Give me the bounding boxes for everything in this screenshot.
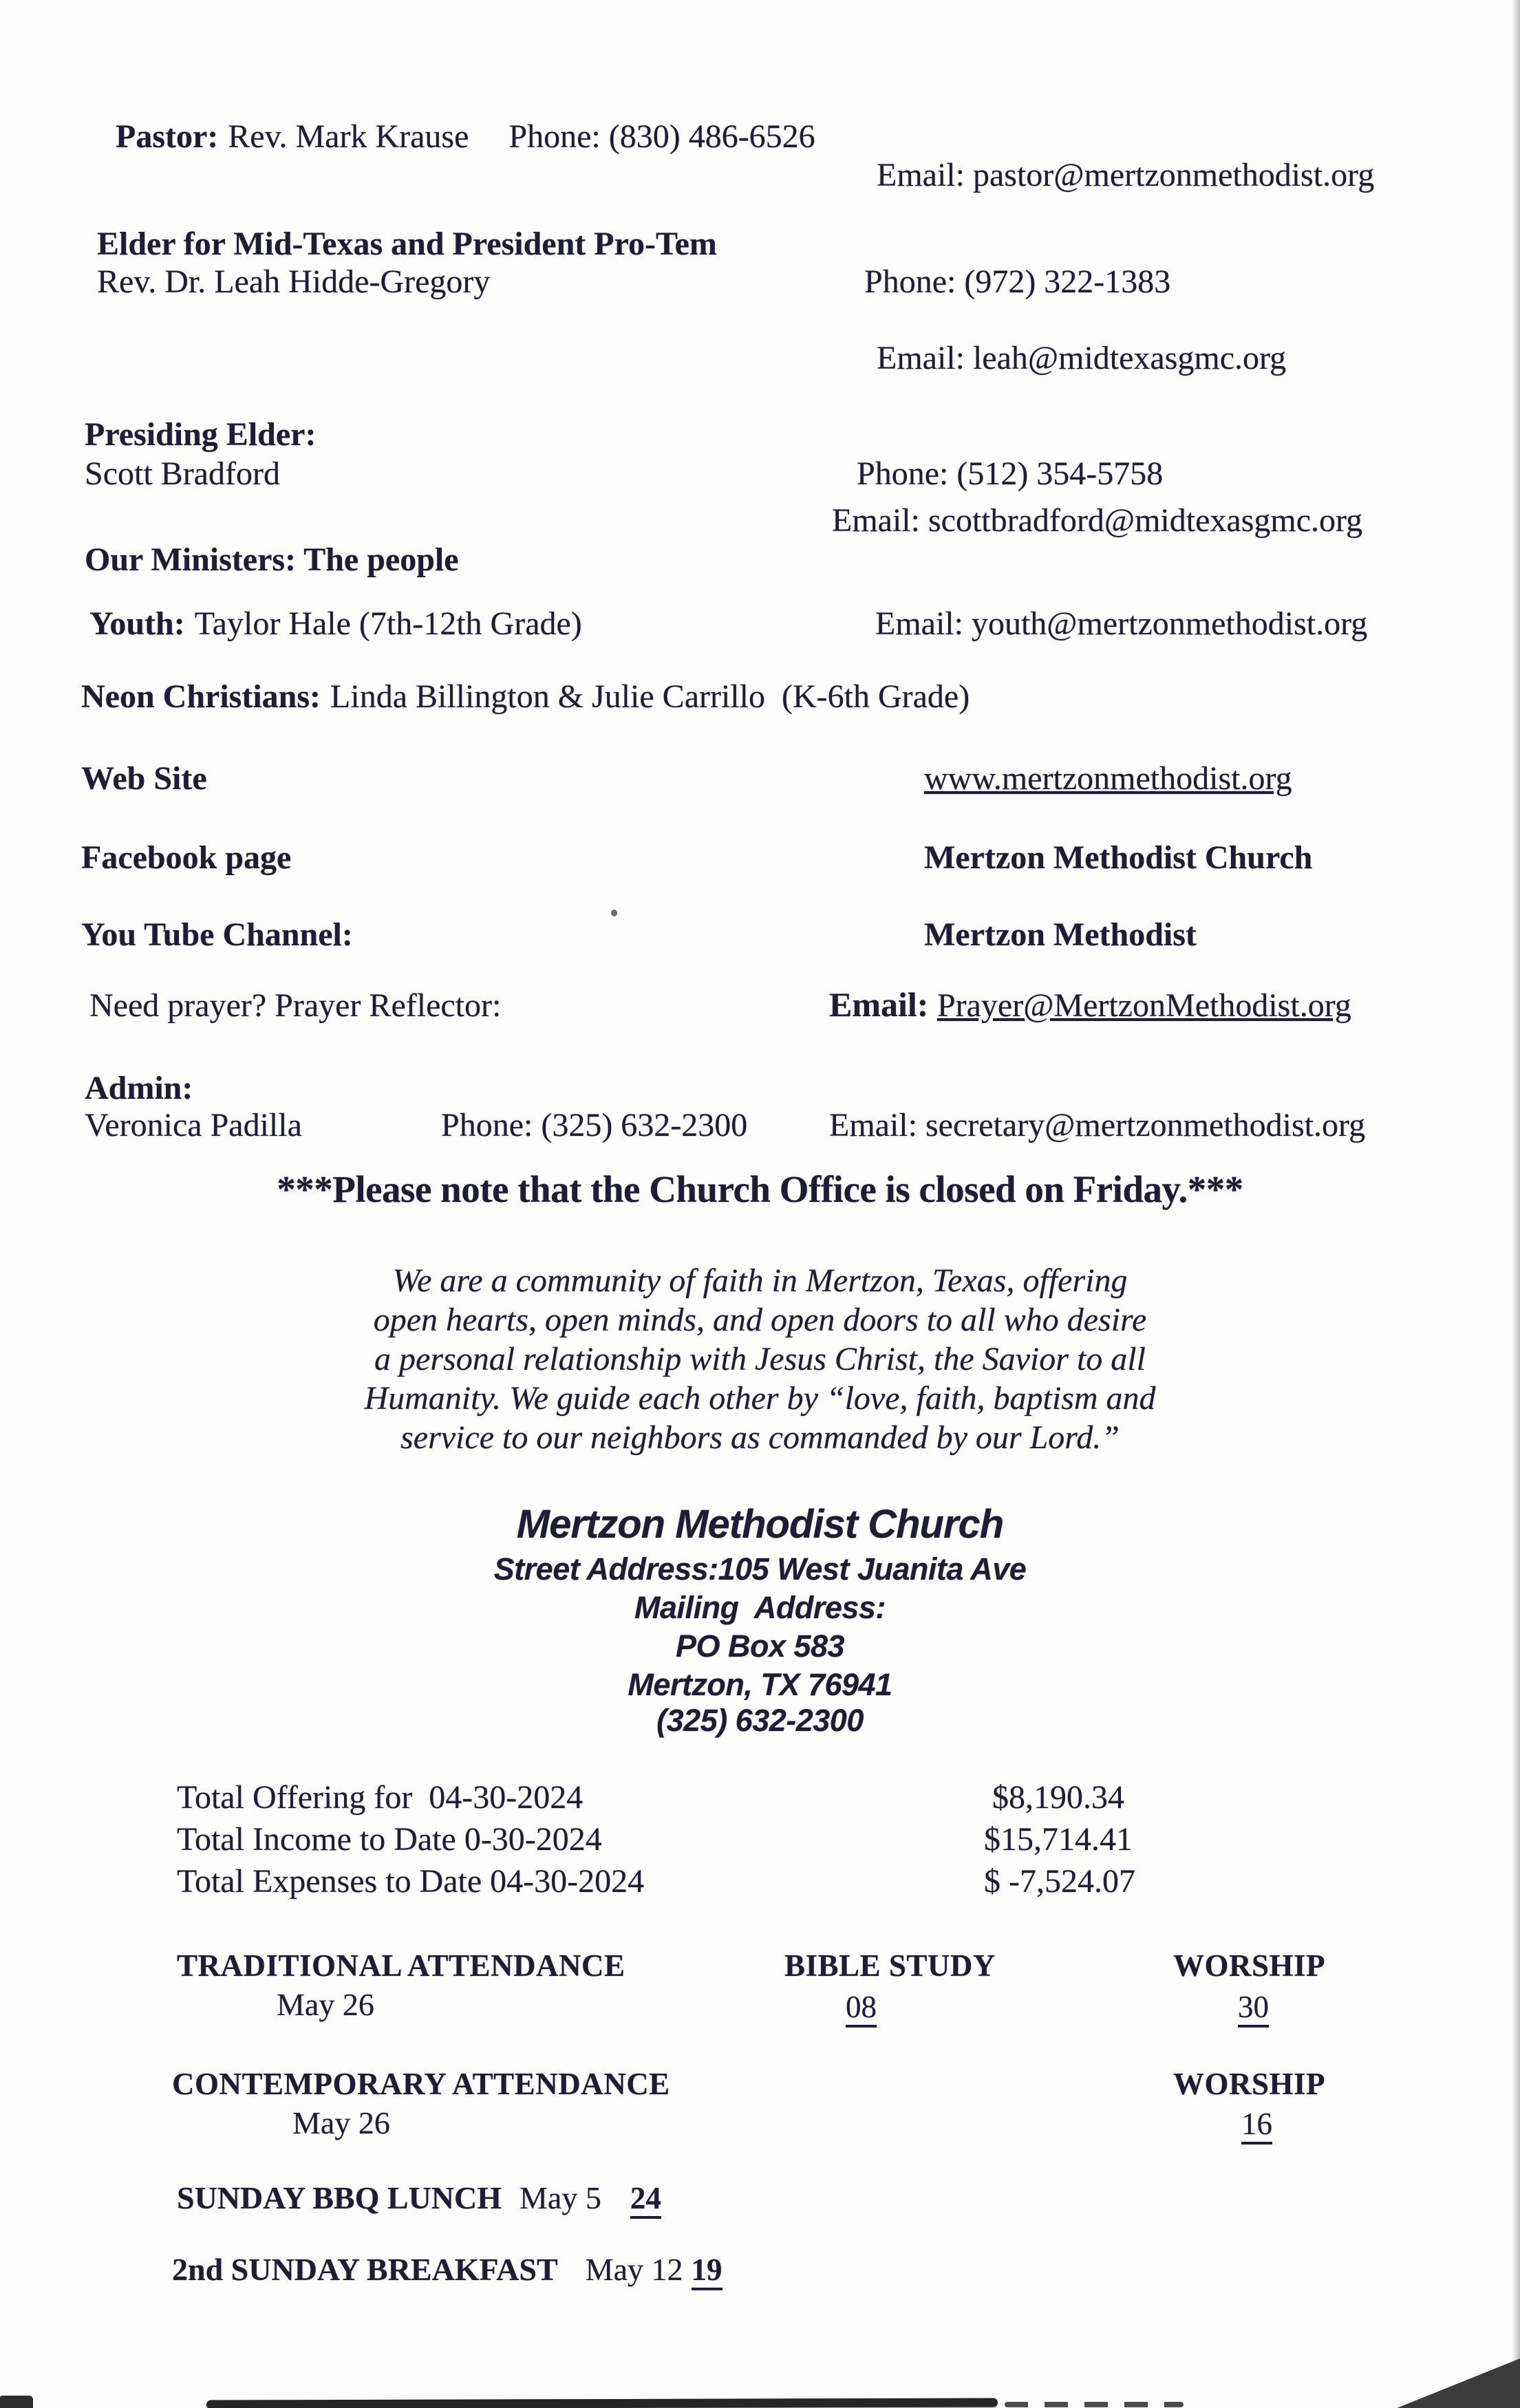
traditional-attendance-date: May 26 [277,1987,374,2022]
pastor-label: Pastor: [116,118,219,155]
scan-edge-blob [0,2396,33,2408]
bbq-lunch-count: 24 [630,2181,661,2219]
bible-study-count: 08 [846,1990,877,2024]
breakfast-line [172,2251,722,2288]
prayer-label: Need prayer? Prayer Reflector: [89,987,502,1024]
pastor-name: Rev. Mark Krause [228,118,469,155]
worship-heading: WORSHIP [1173,1948,1326,1983]
scan-edge-dashes [1005,2402,1184,2407]
mission-line: service to our neighbors as commanded by our Lord.” [400,1419,1120,1456]
contemporary-attendance-heading: CONTEMPORARY ATTENDANCE [172,2067,670,2101]
neon-christians-line [81,678,970,716]
mission-statement [0,1261,1520,1457]
ministers-line: Our Ministers: The people [85,541,459,578]
traditional-attendance-heading: TRADITIONAL ATTENDANCE [177,1948,625,1983]
financial-row-label: Total Expenses to Date 04-30-2024 [177,1863,645,1900]
bible-study-heading: BIBLE STUDY [784,1948,996,1983]
financial-row-label: Total Offering for 04-30-2024 [177,1779,584,1816]
pastor-email: Email: pastor@mertzonmethodist.org [877,157,1375,193]
contemporary-worship-count: 16 [1241,2107,1272,2141]
pastor-phone: Phone: (830) 486-6526 [509,118,815,155]
bbq-lunch-label: SUNDAY BBQ LUNCH [177,2180,502,2215]
mission-line: We are a community of faith in Mertzon, Texas, offering [392,1262,1128,1299]
prayer-email-line [829,985,1351,1024]
scan-edge-streak [206,2398,998,2408]
youth-name: Taylor Hale (7th-12th Grade) [194,605,582,642]
contemporary-worship-heading: WORSHIP [1173,2067,1326,2101]
admin-phone: Phone: (325) 632-2300 [441,1107,748,1143]
youth-email: Email: youth@mertzonmethodist.org [875,605,1368,642]
scan-edge-shade [1512,0,1520,2408]
financial-row-value: $8,190.34 [992,1779,1124,1816]
financial-row-value: $15,714.41 [984,1821,1133,1858]
church-street-address: Street Address:105 West Juanita Ave [493,1551,1027,1587]
youtube-label: You Tube Channel: [81,916,353,953]
church-city-state-zip: Mertzon, TX 76941 [628,1667,892,1702]
website-link[interactable]: www.mertzonmethodist.org [924,760,1292,797]
elder-email: Email: leah@midtexasgmc.org [877,340,1287,376]
presiding-elder-email: Email: scottbradford@midtexasgmc.org [832,502,1363,539]
bbq-lunch-line [177,2180,661,2217]
mission-line: a personal relationship with Jesus Christ, the Savior to all [374,1341,1146,1377]
financial-row-value: $ -7,524.07 [984,1863,1135,1900]
admin-heading: Admin: [85,1070,193,1106]
mission-line: open hearts, open minds, and open doors to all who desire [373,1302,1147,1338]
presiding-elder-name: Scott Bradford [85,455,280,492]
admin-name: Veronica Padilla [85,1107,302,1143]
neon-christians-name: Linda Billington & Julie Carrillo (K-6th Grade) [330,678,970,715]
prayer-email-link[interactable]: Prayer@MertzonMethodist.org [936,987,1351,1024]
elder-name: Rev. Dr. Leah Hidde-Gregory [97,264,491,300]
church-po-box: PO Box 583 [675,1628,845,1664]
facebook-value: Mertzon Methodist Church [924,839,1313,876]
youth-label: Youth: [89,605,185,642]
scan-speck [611,910,617,916]
presiding-elder-heading: Presiding Elder: [85,416,317,453]
youtube-value: Mertzon Methodist [924,916,1197,953]
pastor-line [116,118,815,155]
breakfast-date: May 12 [585,2252,683,2287]
financial-row-label: Total Income to Date 0-30-2024 [177,1821,602,1858]
contemporary-attendance-date: May 26 [292,2105,390,2140]
church-mailing-label: Mailing Address: [634,1590,886,1625]
office-closed-notice: ***Please note that the Church Office is closed on Friday.*** [277,1168,1243,1210]
scan-edge-wedge [1397,2358,1520,2408]
bbq-lunch-date: May 5 [520,2180,601,2215]
elder-heading: Elder for Mid-Texas and President Pro-Tem [97,226,717,262]
neon-christians-label: Neon Christians: [81,678,321,715]
admin-email: Email: secretary@mertzonmethodist.org [829,1107,1366,1143]
elder-phone: Phone: (972) 322-1383 [864,264,1171,300]
mission-line: Humanity. We guide each other by “love, faith, baptism and [364,1380,1156,1417]
facebook-label: Facebook page [81,839,292,876]
presiding-elder-phone: Phone: (512) 354-5758 [857,455,1164,492]
website-label: Web Site [81,760,207,797]
breakfast-count: 19 [692,2253,722,2290]
traditional-worship-count: 30 [1238,1990,1269,2024]
youth-line [89,605,582,643]
church-name: Mertzon Methodist Church [516,1502,1004,1547]
church-phone: (325) 632-2300 [656,1703,864,1738]
breakfast-label: 2nd SUNDAY BREAKFAST [172,2252,558,2287]
prayer-email-label: Email: [829,985,937,1024]
